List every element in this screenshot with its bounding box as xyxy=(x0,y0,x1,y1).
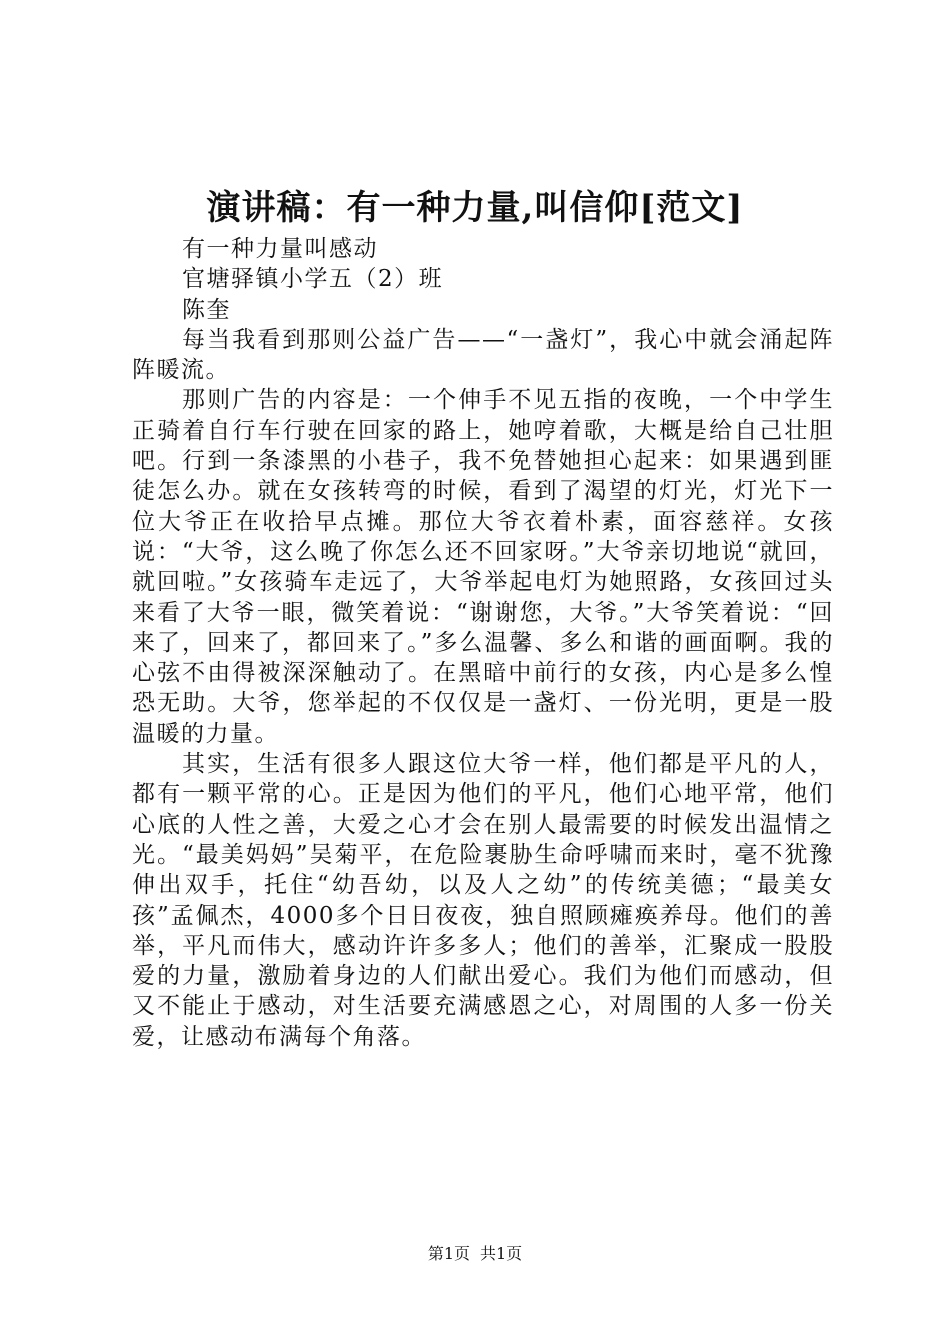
paragraph: 每当我看到那则公益广告——“一盏灯”，我心中就会涌起阵阵暖流。 xyxy=(132,326,834,384)
paragraph: 其实，生活有很多人跟这位大爷一样，他们都是平凡的人，都有一颗平常的心。正是因为他们的平凡，他们心地平常，他们心底的人性之善，大爱之心才会在别人最需要的时候发出温情之光。“最美妈妈”吴菊平，在危险裹胁生命呼啸而来时，毫不犹豫伸出双手，托住“幼吾幼，以及人之幼”的传统美德；“最美女孩”孟佩杰，4000多个日日夜夜，独自照顾瘫痪养母。他们的善举，平凡而伟大，感动许许多多人；他们的善举，汇聚成一股股爱的力量，激励着身边的人们献出爱心。我们为他们而感动，但又不能止于感动，对生活要充满感恩之心，对周围的人多一份关爱，让感动布满每个角落。 xyxy=(132,751,834,1050)
page-total: 共1页 xyxy=(480,1244,523,1263)
author-line: 陈奎 xyxy=(182,296,231,323)
document-body xyxy=(132,234,834,1052)
school-line: 官塘驿镇小学五（2）班 xyxy=(182,266,444,293)
subtitle-line: 有一种力量叫感动 xyxy=(182,236,378,262)
page-footer xyxy=(0,1243,950,1265)
document-title: 演讲稿：有一种力量,叫信仰[范文] xyxy=(206,188,744,228)
page-number: 第1页 xyxy=(427,1244,470,1263)
paragraph: 那则广告的内容是：一个伸手不见五指的夜晚，一个中学生正骑着自行车行驶在回家的路上，她哼着歌，大概是给自己壮胆吧。行到一条漆黑的小巷子，我不免替她担心起来：如果遇到匪徒怎么办。就在女孩转弯的时候，看到了渴望的灯光，灯光下一位大爷正在收拾早点摊。那位大爷衣着朴素，面容慈祥。女孩说：“大爷，这么晚了你怎么还不回家呀。”大爷亲切地说“就回，就回啦。”女孩骑车走远了，大爷举起电灯为她照路，女孩回过头来看了大爷一眼，微笑着说：“谢谢您，大爷。”大爷笑着说：“回来了，回来了，都回来了。”多么温馨、多么和谐的画面啊。我的心弦不由得被深深触动了。在黑暗中前行的女孩，内心是多么惶恐无助。大爷，您举起的不仅仅是一盏灯、一份光明，更是一股温暖的力量。 xyxy=(132,387,834,747)
